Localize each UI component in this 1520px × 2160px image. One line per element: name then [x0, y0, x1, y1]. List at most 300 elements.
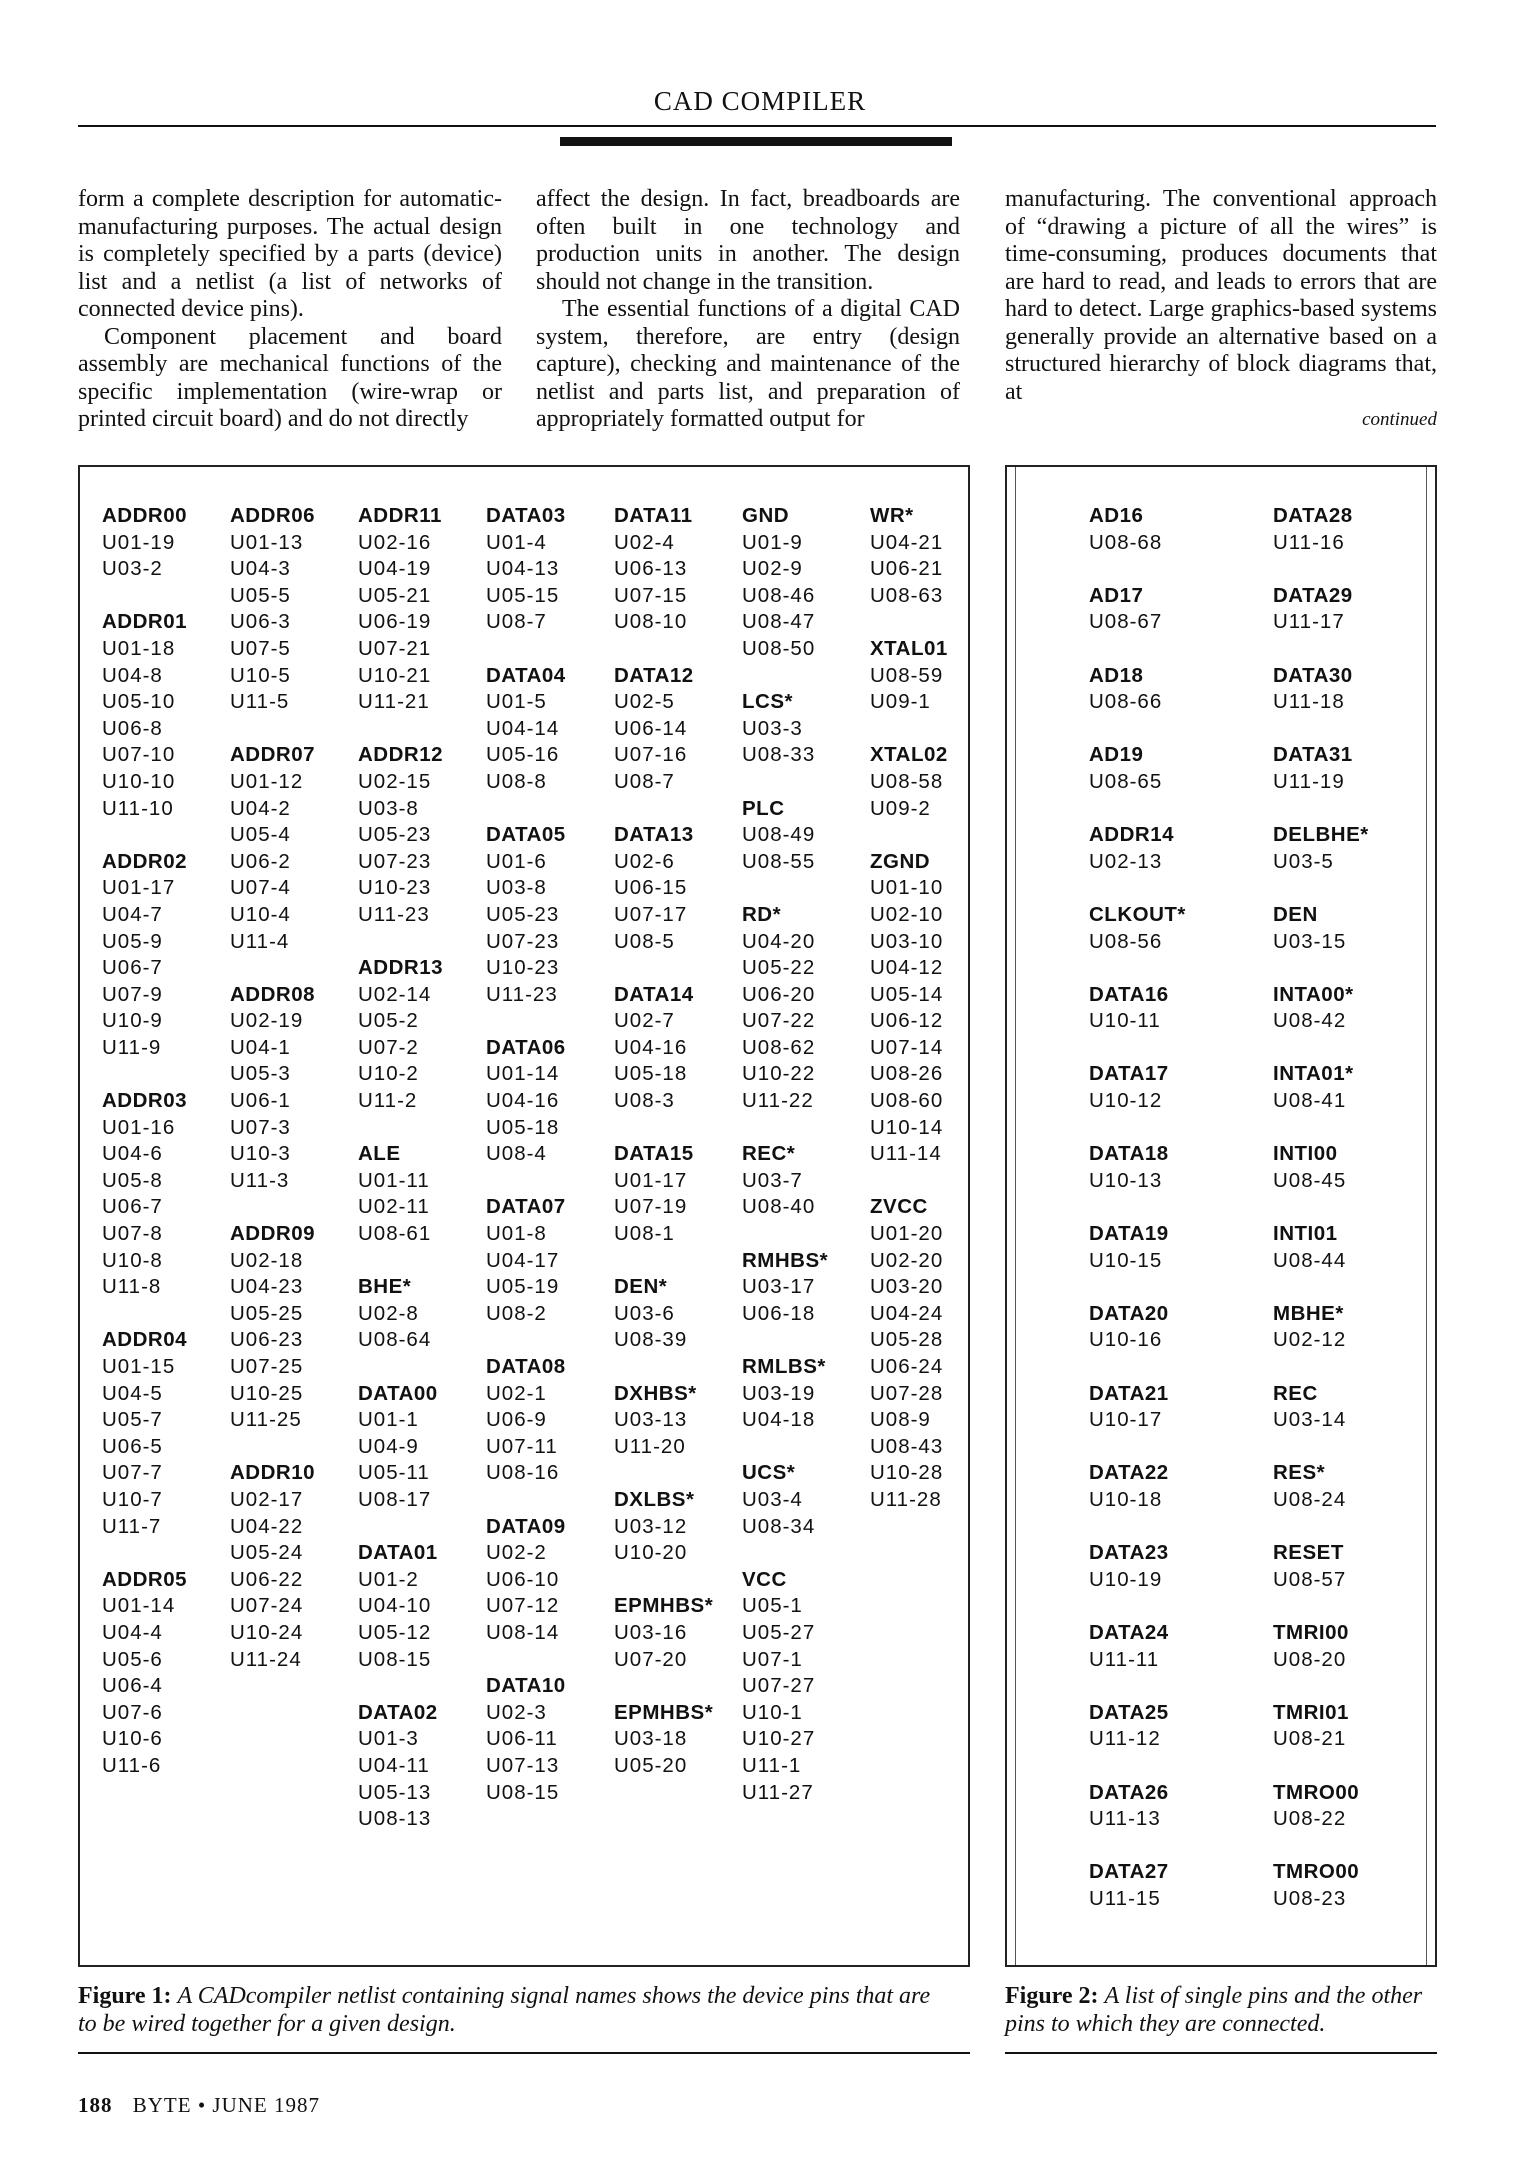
device-pin: U10-18 [1089, 1487, 1163, 1511]
net-group [102, 609, 187, 822]
device-pin: U05-2 [358, 1009, 419, 1033]
body-column-1 [78, 186, 502, 434]
pin-entry [1273, 822, 1369, 875]
signal-name: ZGND [870, 849, 931, 873]
device-pin: U08-65 [1089, 769, 1163, 793]
net-group [358, 1141, 443, 1247]
device-pin: U02-12 [1273, 1328, 1347, 1352]
device-pin: U11-19 [1273, 769, 1345, 793]
device-pin: U11-24 [230, 1647, 302, 1671]
device-pin: U01-9 [742, 530, 803, 554]
signal-name: WR* [870, 504, 914, 527]
device-pin: U07-27 [742, 1674, 816, 1698]
device-pin: U04-20 [742, 929, 816, 953]
device-pin: U04-8 [102, 663, 163, 687]
device-pin: U05-3 [230, 1062, 291, 1086]
device-pin: U08-23 [1273, 1886, 1347, 1910]
device-pin: U01-18 [102, 636, 176, 660]
device-pin: U05-13 [358, 1780, 432, 1804]
device-pin: U08-3 [614, 1089, 675, 1113]
device-pin: U01-4 [486, 530, 547, 554]
net-group [614, 663, 713, 796]
device-pin: U08-67 [1089, 610, 1163, 634]
device-pin: U08-4 [486, 1142, 547, 1166]
device-pin: U06-13 [614, 557, 688, 581]
device-pin: U02-13 [1089, 849, 1163, 873]
device-pin: U01-10 [870, 876, 944, 900]
device-pin: U06-23 [230, 1328, 304, 1352]
signal-name: UCS* [742, 1461, 796, 1485]
device-pin: U10-6 [102, 1727, 163, 1751]
device-pin: U05-18 [486, 1115, 560, 1139]
device-pin: U05-25 [230, 1301, 304, 1325]
pin-entry [1089, 1460, 1186, 1513]
device-pin: U01-5 [486, 690, 547, 714]
pin-entry [1273, 1221, 1369, 1274]
device-pin: U06-15 [614, 876, 688, 900]
device-pin: U11-20 [614, 1434, 686, 1458]
device-pin: U10-10 [102, 769, 176, 793]
pin-entry [1273, 663, 1369, 716]
device-pin: U07-21 [358, 636, 432, 660]
device-pin: U07-11 [486, 1434, 558, 1458]
device-pin: U07-10 [102, 743, 176, 767]
signal-name: DATA15 [614, 1142, 694, 1166]
netlist-column [870, 503, 948, 1540]
device-pin: U07-7 [102, 1461, 163, 1485]
netlist-column [742, 503, 828, 1833]
figure-2-caption [1005, 1982, 1425, 2038]
device-pin: U08-21 [1273, 1727, 1347, 1751]
device-pin: U03-8 [358, 796, 419, 820]
signal-name: INTA00* [1273, 982, 1354, 1006]
device-pin: U07-25 [230, 1355, 304, 1378]
device-pin: U02-1 [486, 1381, 547, 1405]
device-pin: U11-13 [1089, 1807, 1161, 1831]
device-pin: U08-9 [870, 1408, 931, 1432]
device-pin: U04-4 [102, 1620, 163, 1644]
device-pin: U07-16 [614, 743, 688, 767]
device-pin: U11-14 [870, 1142, 942, 1166]
device-pin: U10-27 [742, 1727, 816, 1751]
device-pin: U01-12 [230, 769, 304, 793]
signal-name: REC* [742, 1142, 796, 1166]
signal-name: EPMHBS* [614, 1700, 714, 1724]
signal-name: EPMHBS* [614, 1594, 714, 1618]
paragraph: affect the design. In fact, breadboards are often built in one technology and production units in another. The design should not change in the transition. [536, 186, 960, 295]
device-pin: U04-5 [102, 1381, 163, 1405]
frame-line [1426, 467, 1427, 1965]
signal-name: DATA20 [1089, 1301, 1169, 1325]
figure-1-caption [78, 1982, 938, 2038]
net-group [742, 1567, 828, 1806]
device-pin: U08-10 [614, 610, 688, 634]
pin-entry [1089, 1859, 1186, 1912]
device-pin: U10-22 [742, 1062, 816, 1086]
device-pin: U06-19 [358, 610, 432, 634]
pin-entry [1273, 1540, 1369, 1593]
pin-entry [1089, 822, 1186, 875]
device-pin: U03-19 [742, 1381, 816, 1405]
device-pin: U02-11 [358, 1195, 430, 1219]
device-pin: U05-6 [102, 1647, 163, 1671]
device-pin: U07-3 [230, 1115, 291, 1139]
device-pin: U05-11 [358, 1461, 430, 1485]
device-pin: U03-17 [742, 1275, 816, 1299]
pin-entry [1089, 982, 1186, 1035]
net-group [102, 1088, 187, 1301]
device-pin: U10-7 [102, 1487, 163, 1511]
net-group [486, 1354, 566, 1487]
signal-name: TMRI01 [1273, 1700, 1349, 1724]
device-pin: U05-7 [102, 1408, 163, 1432]
device-pin: U08-55 [742, 849, 816, 873]
device-pin: U08-16 [486, 1461, 560, 1485]
signal-name: DXLBS* [614, 1487, 695, 1511]
device-pin: U03-6 [614, 1301, 675, 1325]
net-group [870, 1194, 948, 1513]
device-pin: U08-26 [870, 1062, 944, 1086]
device-pin: U01-17 [614, 1168, 688, 1192]
signal-name: ADDR14 [1089, 823, 1175, 847]
device-pin: U11-21 [358, 690, 430, 714]
pin-list-column [1273, 503, 1369, 1939]
net-group [358, 1274, 443, 1354]
signal-name: DATA10 [486, 1674, 566, 1698]
device-pin: U02-15 [358, 769, 432, 793]
signal-name: XTAL01 [870, 636, 948, 660]
net-group [870, 742, 948, 822]
device-pin: U03-7 [742, 1168, 803, 1192]
device-pin: U05-14 [870, 982, 944, 1006]
device-pin: U11-22 [742, 1089, 814, 1113]
device-pin: U02-6 [614, 849, 675, 873]
device-pin: U02-17 [230, 1487, 304, 1511]
device-pin: U11-8 [102, 1275, 162, 1299]
net-group [102, 1567, 187, 1780]
net-group [358, 742, 443, 928]
signal-name: DATA25 [1089, 1700, 1169, 1724]
device-pin: U08-50 [742, 636, 816, 660]
pin-entry [1089, 1381, 1186, 1434]
device-pin: U08-62 [742, 1035, 816, 1059]
device-pin: U10-24 [230, 1620, 304, 1644]
signal-name: ADDR00 [102, 504, 188, 527]
device-pin: U10-28 [870, 1461, 944, 1485]
device-pin: U03-3 [742, 716, 803, 740]
pin-entry [1089, 902, 1186, 955]
device-pin: U08-46 [742, 583, 816, 607]
device-pin: U05-4 [230, 823, 291, 847]
pin-entry [1089, 1061, 1186, 1114]
figure-2-label: Figure 2: [1005, 1983, 1099, 2009]
signal-name: GND [742, 504, 790, 527]
paragraph: manufacturing. The conventional approach of “drawing a picture of all the wires” is time-consuming, produces documents that are hard to read, and leads to errors that are hard to detect. Large graphics-based systems generally provide an alternative based on a structured hierarchy of block diagrams that, at [1005, 186, 1437, 405]
signal-name: ADDR02 [102, 849, 188, 873]
device-pin: U11-15 [1089, 1886, 1161, 1910]
signal-name: RMHBS* [742, 1248, 829, 1272]
device-pin: U01-14 [102, 1594, 176, 1618]
device-pin: U06-21 [870, 557, 944, 581]
signal-name: INTI00 [1273, 1142, 1338, 1166]
net-group [742, 689, 828, 769]
device-pin: U11-25 [230, 1408, 302, 1432]
device-pin: U08-43 [870, 1434, 944, 1458]
device-pin: U06-11 [486, 1727, 558, 1751]
device-pin: U05-1 [742, 1594, 803, 1618]
device-pin: U07-9 [102, 982, 163, 1006]
pin-entry [1273, 902, 1369, 955]
net-group [230, 1460, 315, 1673]
device-pin: U08-8 [486, 769, 547, 793]
pin-entry [1273, 1381, 1369, 1434]
signal-name: DATA00 [358, 1381, 438, 1405]
device-pin: U08-44 [1273, 1248, 1347, 1272]
device-pin: U08-7 [486, 610, 547, 634]
device-pin: U11-2 [358, 1089, 418, 1113]
device-pin: U04-10 [358, 1594, 432, 1618]
device-pin: U03-10 [870, 929, 944, 953]
signal-name: DATA03 [486, 504, 566, 527]
device-pin: U04-14 [486, 716, 560, 740]
signal-name: ADDR05 [102, 1567, 188, 1591]
device-pin: U08-59 [870, 663, 944, 687]
device-pin: U08-56 [1089, 929, 1163, 953]
device-pin: U07-24 [230, 1594, 304, 1618]
net-group [742, 902, 828, 1115]
device-pin: U08-20 [1273, 1647, 1347, 1671]
device-pin: U08-58 [870, 769, 944, 793]
folio [78, 2093, 320, 2118]
device-pin: U07-12 [486, 1594, 560, 1618]
signal-name: DATA27 [1089, 1860, 1169, 1884]
signal-name: AD16 [1089, 504, 1144, 527]
pin-entry [1089, 1780, 1186, 1833]
device-pin: U05-21 [358, 583, 432, 607]
device-pin: U08-2 [486, 1301, 547, 1325]
signal-name: RMLBS* [742, 1355, 826, 1378]
device-pin: U04-21 [870, 530, 944, 554]
device-pin: U08-24 [1273, 1487, 1347, 1511]
pin-entry [1273, 583, 1369, 636]
device-pin: U02-5 [614, 690, 675, 714]
device-pin: U01-11 [358, 1168, 430, 1192]
net-group [102, 1327, 187, 1540]
device-pin: U11-23 [486, 982, 558, 1006]
device-pin: U05-24 [230, 1541, 304, 1565]
signal-name: DATA02 [358, 1700, 438, 1724]
device-pin: U07-13 [486, 1753, 560, 1777]
device-pin: U04-24 [870, 1301, 944, 1325]
device-pin: U04-2 [230, 796, 291, 820]
device-pin: U11-10 [102, 796, 174, 820]
device-pin: U10-5 [230, 663, 291, 687]
device-pin: U10-12 [1089, 1089, 1163, 1113]
net-group [102, 849, 187, 1062]
signal-name: ADDR03 [102, 1089, 188, 1113]
device-pin: U01-3 [358, 1727, 419, 1751]
device-pin: U02-8 [358, 1301, 419, 1325]
device-pin: U06-14 [614, 716, 688, 740]
continued-note: continued [1362, 409, 1437, 430]
pin-entry [1273, 1700, 1369, 1753]
device-pin: U08-41 [1273, 1089, 1347, 1113]
net-group [742, 1248, 828, 1328]
device-pin: U05-18 [614, 1062, 688, 1086]
device-pin: U04-22 [230, 1514, 304, 1538]
signal-name: DATA04 [486, 663, 566, 687]
device-pin: U03-4 [742, 1487, 803, 1511]
signal-name: DATA26 [1089, 1780, 1169, 1804]
device-pin: U06-8 [102, 716, 163, 740]
signal-name: RES* [1273, 1461, 1326, 1485]
device-pin: U10-13 [1089, 1168, 1163, 1192]
pin-entry [1273, 1460, 1369, 1513]
signal-name: BHE* [358, 1275, 412, 1299]
device-pin: U05-10 [102, 690, 176, 714]
device-pin: U11-5 [230, 690, 290, 714]
net-group [486, 822, 566, 1008]
signal-name: TMRO00 [1273, 1860, 1360, 1884]
device-pin: U02-19 [230, 1009, 304, 1033]
signal-name: AD17 [1089, 583, 1144, 607]
device-pin: U01-13 [230, 530, 304, 554]
device-pin: U11-17 [1273, 610, 1345, 634]
signal-name: DATA30 [1273, 663, 1353, 687]
device-pin: U04-18 [742, 1408, 816, 1432]
net-group [614, 822, 713, 955]
device-pin: U08-45 [1273, 1168, 1347, 1192]
device-pin: U06-7 [102, 1195, 163, 1219]
device-pin: U04-19 [358, 557, 432, 581]
device-pin: U10-21 [358, 663, 432, 687]
device-pin: U08-60 [870, 1089, 944, 1113]
net-group [486, 1514, 566, 1647]
signal-name: REC [1273, 1381, 1318, 1405]
net-group [358, 955, 443, 1115]
device-pin: U03-20 [870, 1275, 944, 1299]
net-group [358, 1700, 443, 1833]
device-pin: U02-4 [614, 530, 675, 554]
device-pin: U08-34 [742, 1514, 816, 1538]
device-pin: U02-14 [358, 982, 432, 1006]
pin-entry [1089, 1700, 1186, 1753]
device-pin: U10-4 [230, 902, 291, 926]
signal-name: XTAL02 [870, 743, 948, 767]
pin-list-column [1089, 503, 1186, 1939]
device-pin: U11-7 [102, 1514, 162, 1538]
device-pin: U09-1 [870, 690, 931, 714]
device-pin: U08-49 [742, 823, 816, 847]
device-pin: U11-12 [1089, 1727, 1161, 1751]
signal-name: ADDR11 [358, 504, 442, 527]
signal-name: MBHE* [1273, 1301, 1344, 1325]
device-pin: U10-8 [102, 1248, 163, 1272]
device-pin: U04-17 [486, 1248, 560, 1272]
netlist-column [230, 503, 315, 1700]
signal-name: CLKOUT* [1089, 902, 1186, 926]
signal-name: INTI01 [1273, 1222, 1338, 1246]
device-pin: U03-14 [1273, 1408, 1347, 1432]
device-pin: U01-20 [870, 1222, 944, 1246]
figure-1-caption-text: A CADcompiler netlist containing signal names shows the device pins that are to be wired together for a given design. [78, 1983, 931, 2037]
running-head: CAD COMPILER [653, 86, 867, 116]
signal-name: DEN [1273, 902, 1318, 926]
page-number: 188 [78, 2093, 113, 2117]
signal-name: ADDR01 [102, 610, 188, 634]
device-pin: U11-27 [742, 1780, 814, 1804]
device-pin: U02-16 [358, 530, 432, 554]
netlist-column [486, 503, 566, 1833]
signal-name: DEN* [614, 1275, 668, 1299]
net-group [614, 1141, 713, 1247]
device-pin: U03-5 [1273, 849, 1334, 873]
signal-name: ADDR12 [358, 743, 444, 767]
device-pin: U08-64 [358, 1328, 432, 1352]
signal-name: AD19 [1089, 743, 1144, 767]
figure-2-caption-text: A list of single pins and the other pins to which they are connected. [1005, 1983, 1423, 2037]
figure-1-netlist [78, 465, 970, 1967]
device-pin: U05-5 [230, 583, 291, 607]
device-pin: U04-16 [486, 1089, 560, 1113]
net-group [742, 1460, 828, 1540]
device-pin: U06-2 [230, 849, 291, 873]
signal-name: DATA22 [1089, 1461, 1169, 1485]
device-pin: U05-22 [742, 956, 816, 980]
net-group [230, 1221, 315, 1434]
device-pin: U04-23 [230, 1275, 304, 1299]
device-pin: U01-14 [486, 1062, 560, 1086]
device-pin: U05-15 [486, 583, 560, 607]
pin-entry [1089, 503, 1186, 556]
device-pin: U11-11 [1089, 1647, 1160, 1671]
net-group [614, 503, 713, 636]
device-pin: U07-22 [742, 1009, 816, 1033]
pin-entry [1273, 1620, 1369, 1673]
device-pin: U05-23 [486, 902, 560, 926]
net-group [870, 636, 948, 716]
device-pin: U10-16 [1089, 1328, 1163, 1352]
device-pin: U11-16 [1273, 530, 1345, 554]
paragraph: Component placement and board assembly are mechanical functions of the specific implementation (wire-wrap or printed circuit board) and do not directly [78, 323, 502, 432]
device-pin: U08-61 [358, 1222, 432, 1246]
device-pin: U05-19 [486, 1275, 560, 1299]
device-pin: U04-3 [230, 557, 291, 581]
device-pin: U05-23 [358, 823, 432, 847]
device-pin: U02-3 [486, 1700, 547, 1724]
device-pin: U07-1 [742, 1647, 803, 1671]
device-pin: U11-6 [102, 1753, 162, 1777]
publication-line: BYTE • JUNE 1987 [132, 2093, 321, 2117]
caption-rule [78, 2052, 970, 2054]
net-group [614, 1487, 713, 1567]
net-group [230, 742, 315, 955]
signal-name: DATA14 [614, 982, 694, 1006]
signal-name: DATA13 [614, 823, 694, 847]
device-pin: U11-28 [870, 1487, 942, 1511]
frame-line [1015, 467, 1016, 1965]
signal-name: ADDR13 [358, 956, 444, 980]
device-pin: U10-3 [230, 1142, 291, 1166]
device-pin: U05-8 [102, 1168, 163, 1192]
device-pin: U01-19 [102, 530, 176, 554]
figure-2-pin-list [1005, 465, 1437, 1967]
device-pin: U02-9 [742, 557, 803, 581]
signal-name: DATA12 [614, 663, 694, 687]
signal-name: DATA31 [1273, 743, 1353, 767]
device-pin: U05-12 [358, 1620, 432, 1644]
device-pin: U03-8 [486, 876, 547, 900]
